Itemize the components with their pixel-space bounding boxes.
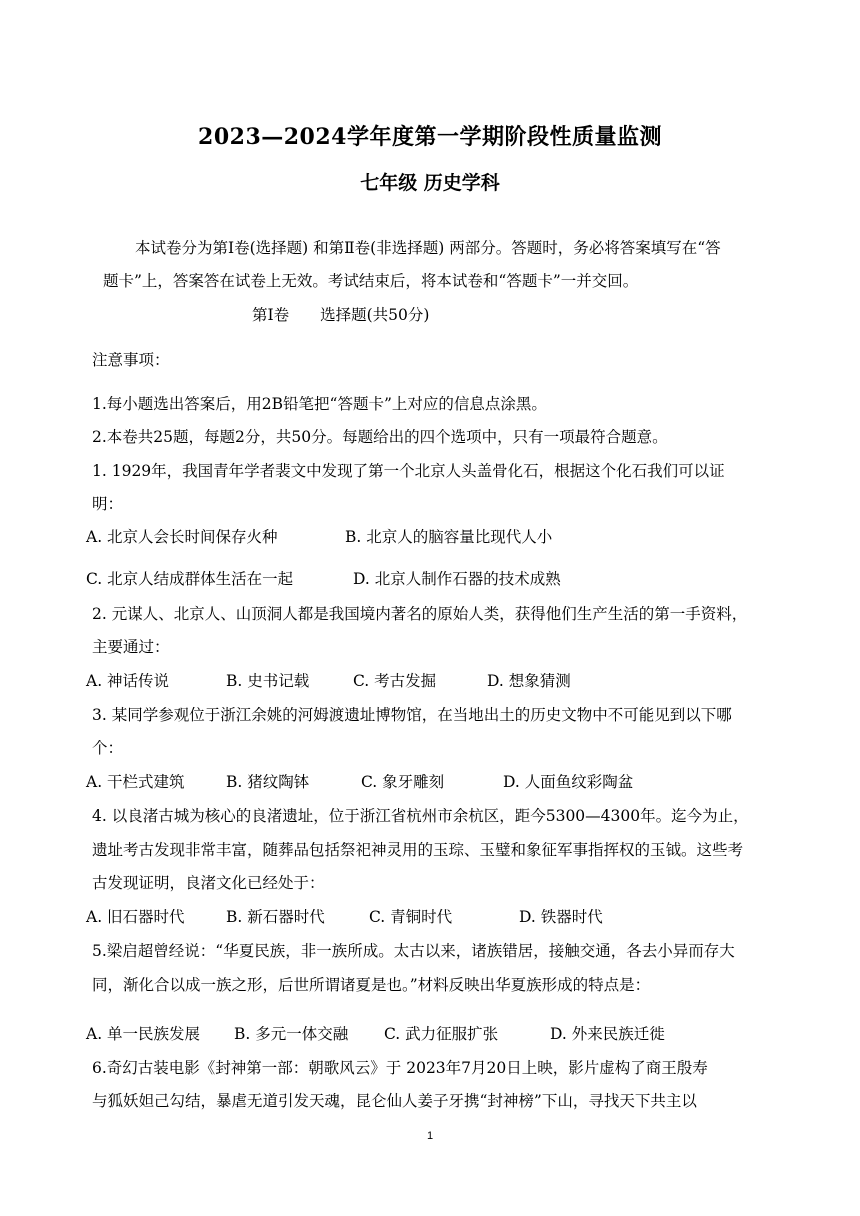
option: D. 铁器时代: [519, 908, 603, 926]
question-text: 同，渐化合以成一族之形，后世所谓诸夏是也。”材料反映出华夏族形成的特点是：: [92, 976, 651, 994]
question-text: 1. 1929年，我国青年学者裴文中发现了第一个北京人头盖骨化石，根据这个化石我们可以证: [92, 462, 725, 480]
option: A. 干栏式建筑: [86, 773, 185, 791]
option: A. 北京人会长时间保存火种: [86, 528, 278, 546]
question-text: 6.奇幻古装电影《封神第一部：朝歌风云》于 2023年7月20日上映，影片虚构了商王殷寿: [92, 1059, 708, 1077]
question-text: 个：: [92, 739, 124, 757]
note-item: 2.本卷共25题，每题2分，共50分。每题给出的四个选项中，只有一项最符合题意。: [92, 428, 668, 446]
option: B. 北京人的脑容量比现代人小: [345, 528, 553, 546]
question-text: 2. 元谋人、北京人、山顶洞人都是我国境内著名的原始人类，获得他们生产生活的第一手资料，: [92, 605, 748, 623]
intro-line: 题卡”上，答案答在试卷上无效。考试结束后，将本试卷和“答题卡”一并交回。: [103, 272, 639, 290]
question-text: 与狐妖妲己勾结，暴虐无道引发天魂，昆仑仙人姜子牙携“封神榜”下山，寻找天下共主以: [92, 1092, 697, 1110]
note-item: 1.每小题选出答案后，用2B铅笔把“答题卡”上对应的信息点涂黑。: [92, 395, 547, 413]
option: D. 外来民族迁徙: [550, 1025, 665, 1043]
option: B. 史书记载: [226, 672, 310, 690]
option: D. 人面鱼纹彩陶盆: [503, 773, 634, 791]
page-title: 2023—2024学年度第一学期阶段性质量监测: [198, 124, 662, 150]
option: D. 北京人制作石器的技术成熟: [353, 570, 561, 588]
option: B. 新石器时代: [226, 908, 325, 926]
option: C. 武力征服扩张: [384, 1025, 499, 1043]
question-text: 3. 某同学参观位于浙江余姚的河姆渡遗址博物馆，在当地出土的历史文物中不可能见到以下哪: [92, 706, 732, 724]
page-subtitle: 七年级 历史学科: [360, 172, 500, 194]
question-text: 4. 以良渚古城为核心的良渚遗址，位于浙江省杭州市余杭区，距今5300—4300年。迄今为止，: [92, 807, 749, 825]
option: C. 象牙雕刻: [361, 773, 445, 791]
option: B. 多元一体交融: [234, 1025, 349, 1043]
option: C. 北京人结成群体生活在一起: [86, 570, 294, 588]
section-heading: 第Ⅰ卷 选择题(共50分): [252, 306, 430, 324]
option: A. 单一民族发展: [86, 1025, 201, 1043]
question-text: 遗址考古发现非常丰富，随葬品包括祭祀神灵用的玉琮、玉璧和象征军事指挥权的玉钺。这些考: [92, 841, 744, 859]
question-text: 5.梁启超曾经说：“华夏民族，非一族所成。太古以来，诸族错居，接触交通，各去小异而存大: [92, 942, 735, 960]
question-text: 主要通过：: [92, 638, 170, 656]
option: A. 旧石器时代: [86, 908, 185, 926]
option: C. 青铜时代: [369, 908, 453, 926]
page-number: 1: [426, 1130, 434, 1142]
question-text: 古发现证明，良渚文化已经处于：: [92, 874, 325, 892]
question-text: 明：: [92, 495, 124, 513]
option: D. 想象猜测: [487, 672, 571, 690]
option: B. 猪纹陶钵: [226, 773, 310, 791]
option: A. 神话传说: [86, 672, 170, 690]
option: C. 考古发掘: [353, 672, 437, 690]
intro-line: 本试卷分为第Ⅰ卷(选择题) 和第Ⅱ卷(非选择题) 两部分。答题时，务必将答案填写在“答: [135, 239, 721, 257]
notes-heading: 注意事项：: [92, 351, 170, 369]
